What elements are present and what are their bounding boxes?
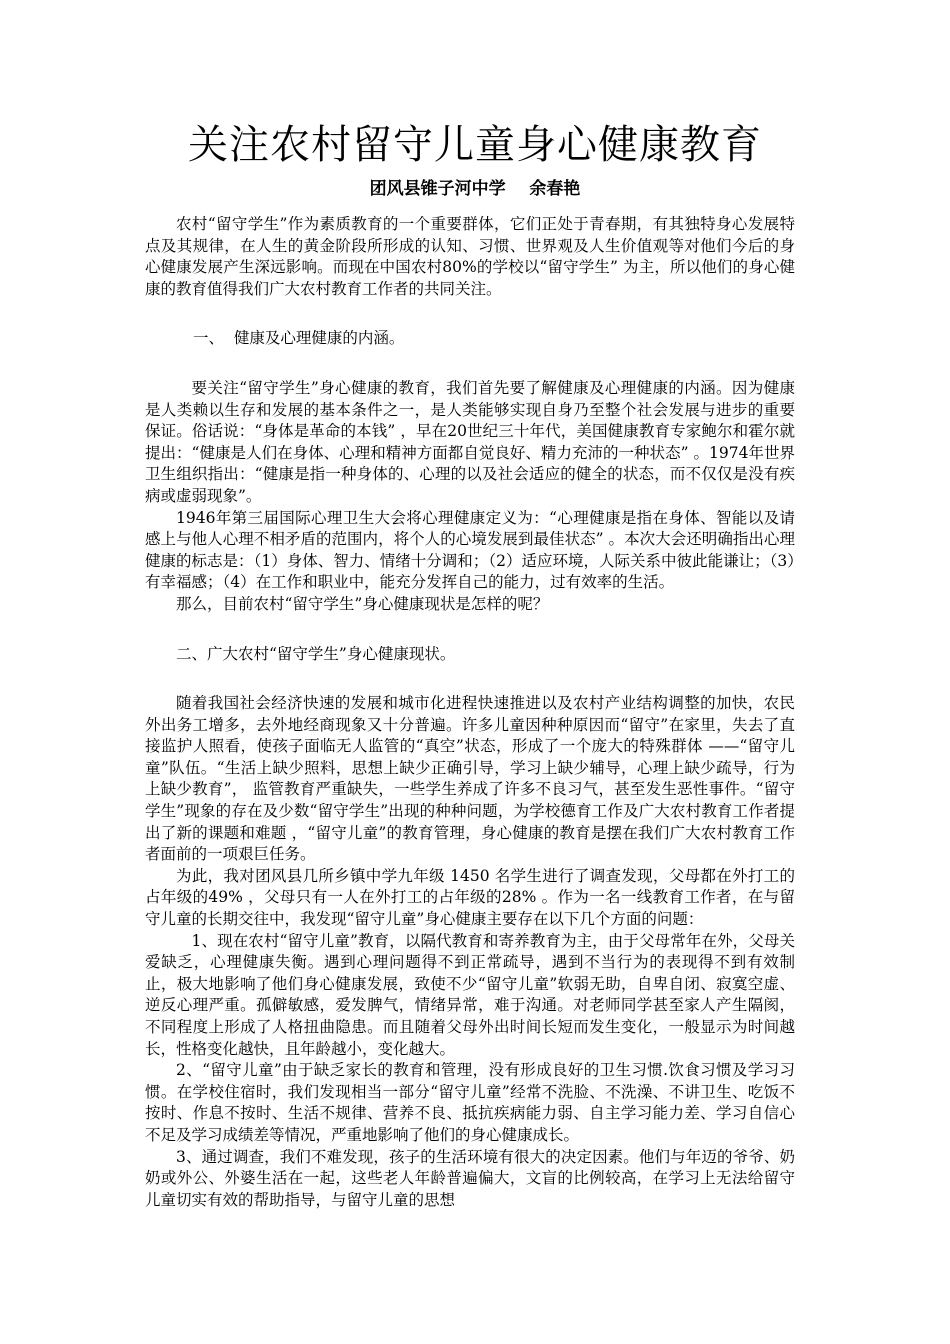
author-line: 团风县锥子河中学 余春艳 <box>369 179 581 199</box>
section-2-paragraph-5: 3、通过调查，我们不难发现，孩子的生活环境有很大的决定因素。他们与年迈的爷爷、奶奶或外公、外婆生活在一起，这些老人年龄普遍偏大，文盲的比例较高，在学习上无法给留守儿童切实有效的帮助指导，与留守儿童的思想 <box>145 1147 795 1209</box>
section-2-paragraph-2: 为此，我对团风县几所乡镇中学九年级 1450 名学生进行了调查发现，父母都在外打工的占年级的49% ，父母只有一人在外打工的占年级的28% 。作为一名一线教育工作者，在与留守儿童的长期交往中，我发现“留守儿童”身心健康主要存在以下几个方面的问题： <box>145 866 795 929</box>
intro-paragraph: 农村“留守学生”作为素质教育的一个重要群体，它们正处于青春期，有其独特身心发展特点及其规律，在人生的黄金阶段所形成的认知、习惯、世界观及人生价值观等对他们今后的身心健康发展产生深远影响。而现在中国农村80%的学校以“留守学生” 为主，所以他们的身心健康的教育值得我们广大农村教育工作者的共同关注。 <box>145 215 795 298</box>
section-2-paragraph-3: 1、现在农村“留守儿童”教育，以隔代教育和寄养教育为主，由于父母常年在外，父母关爱缺乏，心理健康失衡。遇到心理问题得不到正常疏导，遇到不当行为的表现得不到有效制止，极大地影响了他们身心健康发展，致使不少“留守儿童”软弱无助，自卑自闭、寂寞空虚、逆反心理严重。孤僻敏感，爱发脾气，情绪异常，难于沟通。对老师同学甚至家人产生隔阂，不同程度上形成了人格扭曲隐患。而且随着父母外出时间长短而发生变化，一般显示为时间越长，性格变化越快，且年龄越小，变化越大。 <box>145 931 795 1058</box>
section-2-paragraph-1: 随着我国社会经济快速的发展和城市化进程快速推进以及农村产业结构调整的加快，农民外出务工增多，去外地经商现象又十分普遍。许多儿童因种种原因而“留守”在家里，失去了直接监护人照看，使孩子面临无人监管的“真空”状态，形成了一个庞大的特殊群体 ——“留守儿童”队伍。“生活上缺少照料，思想上缺少正确引导，学习上缺少辅导，心理上缺少疏导，行为上缺少教育”， 监管教育严重缺失，一些学生养成了许多不良习气，甚至发生恶性事件。“留守学生”现象的存在及少数“留守学生”出现的种种问题，为学校德育工作及广大农村教育工作者提出了新的课题和难题 ，“留守儿童”的教育管理，身心健康的教育是摆在我们广大农村教育工作者面前的一项艰巨任务。 <box>145 694 795 864</box>
document-body <box>145 214 795 1211</box>
document-title: 关注农村留守儿童身心健康教育 <box>188 122 762 168</box>
section-2-paragraph-4: 2、“留守儿童”由于缺乏家长的教育和管理，没有形成良好的卫生习惯.饮食习惯及学习习惯。在学校住宿时，我们发现相当一部分“留守儿童”经常不洗脸、不洗澡、不讲卫生、吃饭不按时、作息不按时、生活不规律、营养不良、抵抗疾病能力弱、自主学习能力差、学习自信心不足及学习成绩差等情况，严重地影响了他们的身心健康成长。 <box>145 1061 795 1144</box>
section-2-heading: 二、广大农村“留守学生”身心健康现状。 <box>176 644 456 663</box>
section-1-heading: 一、 健康及心理健康的内涵。 <box>193 329 405 348</box>
section-1-paragraph-3: 那么，目前农村“留守学生”身心健康现状是怎样的呢？ <box>176 594 549 613</box>
section-1-paragraph-2: 1946年第三届国际心理卫生大会将心理健康定义为：“心理健康是指在身体、智能以及请感上与他人心理不相矛盾的范围内，将个人的心境发展到最佳状态” 。本次大会还明确指出心理健康的标志是：（1）身体、智力、情绪十分调和；（2）适应环境，人际关系中彼此能谦让；（3）有幸福感；（4）在工作和职业中，能充分发挥自己的能力，过有效率的生活。 <box>145 508 795 592</box>
section-1-paragraph-1: 要关注“留守学生”身心健康的教育，我们首先要了解健康及心理健康的内涵。因为健康是人类赖以生存和发展的基本条件之一，是人类能够实现自身乃至整个社会发展与进步的重要保证。俗话说：“身体是革命的本钱” ，早在20世纪三十年代，美国健康教育专家鲍尔和霍尔就提出：“健康是人们在身体、心理和精神方面都自觉良好、精力充沛的一种状态” 。1974年世界卫生组织指出：“健康是指一种身体的、心理的以及社会适应的健全的状态，而不仅仅是没有疾病或虚弱现象”。 <box>145 378 795 505</box>
